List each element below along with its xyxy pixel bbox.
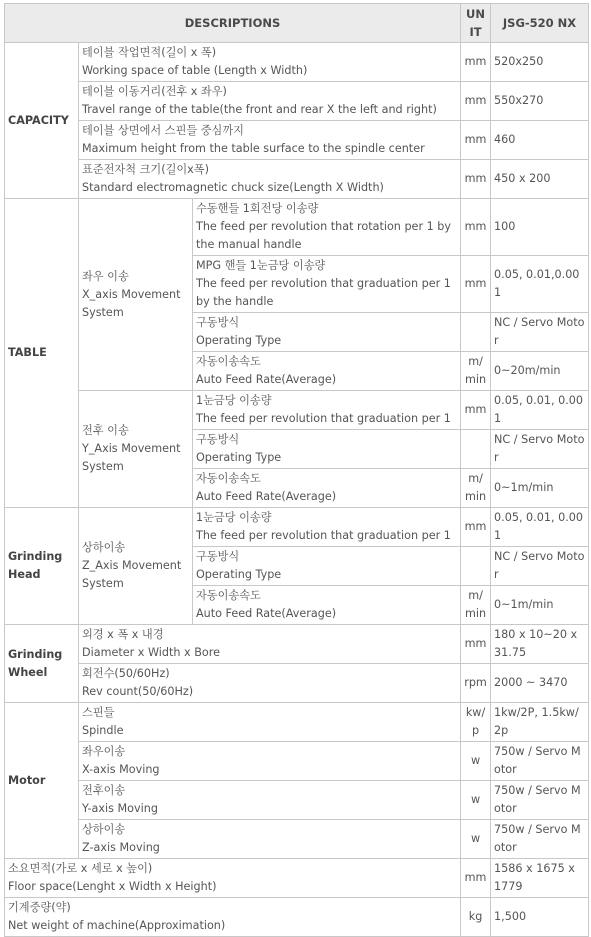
table-row — [5, 43, 589, 82]
spec-description — [193, 313, 461, 352]
header-model: JSG-520 NX — [491, 4, 589, 43]
spec-description — [193, 508, 461, 547]
spec-ko: 1눈금당 이송량 — [196, 511, 272, 524]
spec-unit: mm — [461, 391, 491, 430]
spec-description — [79, 820, 461, 859]
spec-value: 750w / Servo Motor — [491, 820, 589, 859]
spec-ko: 자동이송속도 — [196, 355, 261, 368]
spec-ko: 전후이송 — [82, 784, 126, 797]
sub-ko: 좌우 이송 — [82, 269, 129, 283]
spec-en: Operating Type — [196, 451, 282, 464]
spec-en: The feed per revolution that graduation per 1 — [196, 412, 451, 425]
spec-value: 100 — [491, 199, 589, 256]
spec-description — [79, 43, 461, 82]
spec-description — [193, 469, 461, 508]
spec-description — [79, 82, 461, 121]
spec-en: Rev count(50/60Hz) — [82, 685, 194, 698]
spec-ko: 외경 x 폭 x 내경 — [82, 628, 164, 641]
spec-en: Net weight of machine(Approximation) — [8, 919, 226, 932]
spec-ko: MPG 핸들 1눈금당 이송량 — [196, 259, 326, 272]
spec-table — [4, 3, 589, 937]
spec-en: The feed per revolution that graduation per 1 by the handle — [196, 277, 451, 308]
sub-en: Y_Axis Movement System — [82, 442, 181, 473]
spec-value: 460 — [491, 121, 589, 160]
spec-unit: rpm — [461, 664, 491, 703]
spec-unit: kw/p — [461, 703, 491, 742]
spec-value: 0~1m/min — [491, 586, 589, 625]
spec-value: 1kw/2P, 1.5kw/2p — [491, 703, 589, 742]
spec-unit: mm — [461, 199, 491, 256]
spec-unit: mm — [461, 121, 491, 160]
spec-value: 0~20m/min — [491, 352, 589, 391]
table-row — [5, 391, 589, 430]
spec-value: 450 x 200 — [491, 160, 589, 199]
spec-ko: 테이블 이동거리(전후 x 좌우) — [82, 85, 227, 98]
spec-en: Auto Feed Rate(Average) — [196, 490, 337, 503]
spec-value: 0.05, 0.01, 0.001 — [491, 391, 589, 430]
section-table: TABLE — [5, 199, 79, 508]
sub-y-axis — [79, 391, 193, 508]
spec-ko: 회전수(50/60Hz) — [82, 667, 170, 680]
spec-ko: 테이블 상면에서 스핀들 중심까지 — [82, 124, 244, 137]
spec-unit: mm — [461, 859, 491, 898]
spec-description — [193, 547, 461, 586]
spec-description — [79, 160, 461, 199]
spec-unit: w — [461, 820, 491, 859]
section-grinding-wheel: Grinding Wheel — [5, 625, 79, 703]
table-row — [5, 703, 589, 742]
spec-value: 2000 ~ 3470 — [491, 664, 589, 703]
header-row — [5, 4, 589, 43]
spec-ko: 테이블 작업면적(길이 x 폭) — [82, 46, 217, 59]
spec-ko: 구동방식 — [196, 316, 240, 329]
spec-description — [193, 256, 461, 313]
spec-ko: 스핀들 — [82, 706, 115, 719]
spec-value: 550x270 — [491, 82, 589, 121]
spec-unit — [461, 313, 491, 352]
spec-description — [193, 352, 461, 391]
spec-en: X-axis Moving — [82, 763, 160, 776]
spec-ko: 기계중량(약) — [8, 901, 71, 914]
spec-ko: 1눈금당 이송량 — [196, 394, 272, 407]
spec-unit: mm — [461, 160, 491, 199]
header-unit: UNIT — [461, 4, 491, 43]
table-row — [5, 781, 589, 820]
spec-ko: 자동이송속도 — [196, 589, 261, 602]
spec-unit — [461, 547, 491, 586]
table-row — [5, 742, 589, 781]
table-row — [5, 160, 589, 199]
spec-unit: mm — [461, 508, 491, 547]
table-row — [5, 625, 589, 664]
spec-unit: w — [461, 781, 491, 820]
spec-description — [79, 703, 461, 742]
spec-value: NC / Servo Motor — [491, 547, 589, 586]
spec-en: Spindle — [82, 724, 124, 737]
table-row — [5, 82, 589, 121]
table-row — [5, 508, 589, 547]
spec-unit: mm — [461, 256, 491, 313]
header-descriptions: DESCRIPTIONS — [5, 4, 461, 43]
spec-description — [193, 199, 461, 256]
table-row — [5, 898, 589, 937]
spec-en: Operating Type — [196, 568, 282, 581]
spec-ko: 자동이송속도 — [196, 472, 261, 485]
spec-description — [79, 781, 461, 820]
spec-en: The feed per revolution that graduation per 1 — [196, 529, 451, 542]
spec-unit: w — [461, 742, 491, 781]
spec-ko: 소요면적(가로 x 세로 x 높이) — [8, 862, 153, 875]
sub-z-axis — [79, 508, 193, 625]
section-motor: Motor — [5, 703, 79, 859]
spec-en: Working space of table (Length x Width) — [82, 64, 308, 77]
spec-unit: m/min — [461, 469, 491, 508]
spec-value: 1,500 — [491, 898, 589, 937]
spec-ko: 상하이송 — [82, 823, 126, 836]
spec-description — [79, 664, 461, 703]
sub-ko: 상하이송 — [82, 541, 126, 554]
spec-value: 180 x 10~20 x 31.75 — [491, 625, 589, 664]
spec-en: Auto Feed Rate(Average) — [196, 373, 337, 386]
spec-value: 0.05, 0.01,0.001 — [491, 256, 589, 313]
spec-value: 520x250 — [491, 43, 589, 82]
spec-description — [79, 121, 461, 160]
sub-en: Z_Axis Movement System — [82, 559, 182, 590]
spec-unit — [461, 430, 491, 469]
spec-description — [79, 742, 461, 781]
spec-unit: kg — [461, 898, 491, 937]
spec-unit: mm — [461, 82, 491, 121]
spec-en: Operating Type — [196, 334, 282, 347]
spec-en: Travel range of the table(the front and rear X the left and right) — [82, 103, 437, 116]
spec-value: 750w / Servo Motor — [491, 781, 589, 820]
table-row — [5, 121, 589, 160]
spec-description — [193, 391, 461, 430]
spec-en: Standard electromagnetic chuck size(Length X Width) — [82, 181, 384, 194]
spec-ko: 구동방식 — [196, 433, 240, 446]
spec-description — [5, 859, 461, 898]
table-row — [5, 199, 589, 256]
spec-value: 750w / Servo Motor — [491, 742, 589, 781]
spec-value: 0~1m/min — [491, 469, 589, 508]
spec-en: Z-axis Moving — [82, 841, 160, 854]
spec-description — [5, 898, 461, 937]
spec-unit: m/min — [461, 586, 491, 625]
spec-unit: mm — [461, 43, 491, 82]
spec-value: NC / Servo Motor — [491, 313, 589, 352]
spec-unit: m/min — [461, 352, 491, 391]
spec-en: Diameter x Width x Bore — [82, 646, 220, 659]
spec-unit: mm — [461, 625, 491, 664]
table-row — [5, 859, 589, 898]
table-row — [5, 664, 589, 703]
spec-value: NC / Servo Motor — [491, 430, 589, 469]
spec-ko: 좌우이송 — [82, 745, 126, 758]
sub-en: X_axis Movement System — [82, 287, 181, 319]
spec-ko: 수동핸들 1회전당 이송량 — [196, 202, 319, 215]
spec-en: Maximum height from the table surface to the spindle center — [82, 142, 425, 155]
spec-en: Y-axis Moving — [82, 802, 158, 815]
spec-description — [193, 586, 461, 625]
sub-x-axis — [79, 199, 193, 391]
spec-en: The feed per revolution that rotation per 1 by the manual handle — [196, 220, 451, 251]
spec-value: 1586 x 1675 x 1779 — [491, 859, 589, 898]
section-capacity: CAPACITY — [5, 43, 79, 199]
spec-value: 0.05, 0.01, 0.001 — [491, 508, 589, 547]
spec-ko: 표준전자척 크기(길이x폭) — [82, 163, 209, 176]
spec-description — [79, 625, 461, 664]
spec-en: Floor space(Lenght x Width x Height) — [8, 880, 217, 893]
spec-description — [193, 430, 461, 469]
spec-ko: 구동방식 — [196, 550, 240, 563]
table-row — [5, 820, 589, 859]
section-grinding-head: Grinding Head — [5, 508, 79, 625]
sub-ko: 전후 이송 — [82, 424, 129, 437]
spec-en: Auto Feed Rate(Average) — [196, 607, 337, 620]
